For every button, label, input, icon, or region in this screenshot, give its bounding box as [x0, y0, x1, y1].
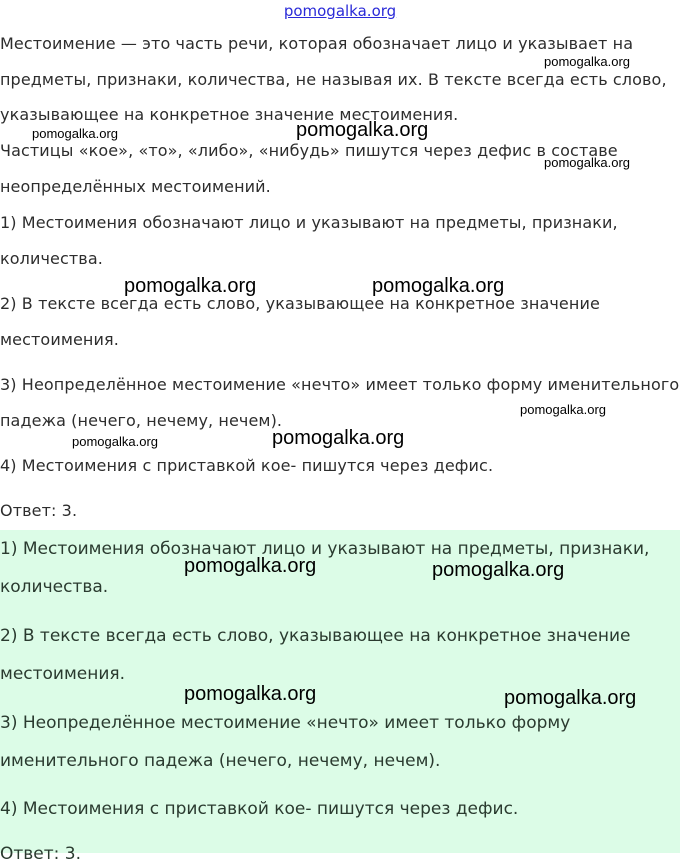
- watermark: pomogalka.org: [272, 427, 405, 449]
- watermark: pomogalka.org: [184, 683, 317, 705]
- watermark: pomogalka.org: [296, 119, 429, 141]
- watermark: pomogalka.org: [544, 155, 630, 170]
- watermark: pomogalka.org: [32, 126, 118, 141]
- option-line: 1) Местоимения обозначают лицо и указывают на предметы, признаки,: [0, 213, 618, 232]
- option-line: 2) В тексте всегда есть слово, указывающее на конкретное значение: [0, 294, 600, 313]
- answer-option-line: 4) Местоимения с приставкой кое- пишутся через дефис.: [0, 799, 519, 819]
- option-line: местоимения.: [0, 330, 119, 349]
- option-line: 3) Неопределённое местоимение «нечто» имеет только форму именительного: [0, 375, 680, 394]
- option-line: падежа (нечего, нечему, нечем).: [0, 411, 283, 430]
- answer-option-line: 3) Неопределённое местоимение «нечто» имеет только форму: [0, 713, 571, 733]
- text-line: указывающее на конкретное значение местоимения.: [0, 105, 459, 124]
- option-line: 4) Местоимения с приставкой кое- пишутся через дефис.: [0, 456, 494, 475]
- watermark: pomogalka.org: [504, 687, 637, 709]
- option-line: количества.: [0, 249, 103, 268]
- answer-option-line: именительного падежа (нечего, нечему, нечем).: [0, 751, 441, 771]
- watermark: pomogalka.org: [432, 559, 565, 581]
- answer-line: Ответ: 3.: [0, 501, 78, 520]
- watermark: pomogalka.org: [184, 555, 317, 577]
- watermark: pomogalka.org: [124, 275, 257, 297]
- answer-option-line: количества.: [0, 577, 109, 597]
- watermark: pomogalka.org: [372, 275, 505, 297]
- answer-option-line: 2) В тексте всегда есть слово, указывающее на конкретное значение: [0, 626, 631, 646]
- answer-option-line: местоимения.: [0, 664, 126, 684]
- watermark: pomogalka.org: [72, 434, 158, 449]
- watermark: pomogalka.org: [520, 402, 606, 417]
- answer-option-line: 1) Местоимения обозначают лицо и указывают на предметы, признаки,: [0, 539, 650, 559]
- text-line: Частицы «кое», «то», «либо», «нибудь» пишутся через дефис в составе: [0, 141, 618, 160]
- text-line: предметы, признаки, количества, не называя их. В тексте всегда есть слово,: [0, 70, 667, 89]
- header-watermark-link[interactable]: pomogalka.org: [283, 2, 397, 20]
- watermark: pomogalka.org: [544, 54, 630, 69]
- text-line: неопределённых местоимений.: [0, 177, 271, 196]
- text-line: Местоимение — это часть речи, которая обозначает лицо и указывает на: [0, 34, 634, 53]
- answer-result-line: Ответ: 3.: [0, 844, 82, 864]
